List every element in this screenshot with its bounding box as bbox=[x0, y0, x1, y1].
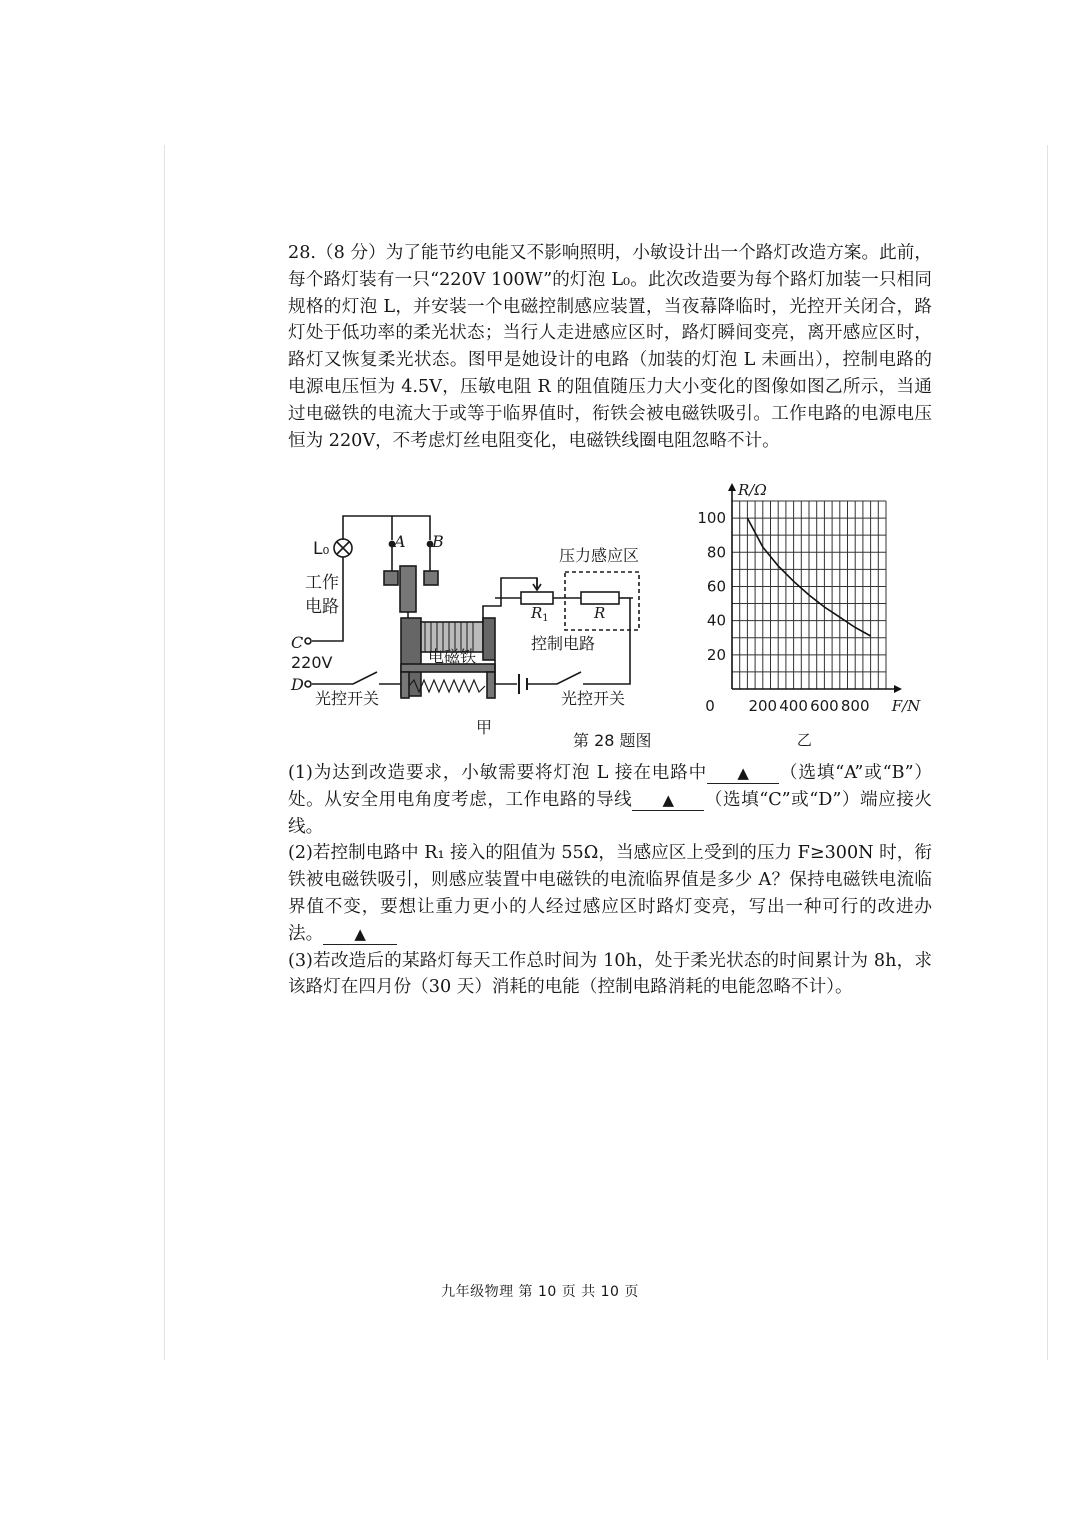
page-edge-right bbox=[1047, 145, 1048, 1360]
armature bbox=[400, 566, 416, 612]
x-axis-arrow bbox=[894, 685, 902, 693]
y-tick-label: 20 bbox=[706, 645, 726, 664]
origin-label: 0 bbox=[705, 697, 715, 715]
answer-blank-3[interactable]: ▲ bbox=[323, 924, 397, 945]
contact-b bbox=[424, 571, 438, 585]
caption-jia: 甲 bbox=[476, 718, 493, 737]
answer-blank-1[interactable]: ▲ bbox=[707, 763, 779, 784]
y-tick-label: 80 bbox=[706, 543, 726, 562]
answer-blank-2[interactable]: ▲ bbox=[632, 790, 704, 811]
label-l0: L₀ bbox=[313, 539, 330, 559]
y-axis-label: R/Ω bbox=[738, 481, 767, 499]
caption-yi: 乙 bbox=[796, 731, 812, 749]
y-tick-label: 100 bbox=[697, 509, 726, 528]
sub-question-2: (2)若控制电路中 R₁ 接入的阻值为 55Ω，当感应区上受到的压力 F≥300N 时，衔铁被电磁铁吸引，则感应装置中电磁铁的电流临界值是多少 A？保持电磁铁电流临界值不变，要想让重力更小的人经过感应区时路灯变亮，写出一种可行的改进办法。 ▲ bbox=[288, 843, 932, 944]
x-tick-label: 600 bbox=[810, 697, 839, 715]
sub-question-1: (1)为达到改造要求，小敏需要将灯泡 L 接在电路中 ▲ （选填“A”或“B”）处。从安全用电角度考虑，工作电路的导线 ▲ （选填“C”或“D”）端应接火线。 bbox=[288, 763, 933, 837]
x-tick-label: 200 bbox=[748, 697, 778, 715]
sub-questions bbox=[288, 760, 932, 1001]
y-tick-label: 40 bbox=[706, 611, 726, 630]
y-axis-arrow bbox=[728, 483, 736, 491]
resistor-r1 bbox=[521, 592, 553, 604]
label-a: A bbox=[394, 532, 406, 551]
label-r: R bbox=[594, 604, 606, 622]
label-pressure-zone: 压力感应区 bbox=[559, 546, 640, 565]
resistor-r bbox=[581, 592, 619, 604]
label-c: C bbox=[291, 633, 304, 652]
battery-icon bbox=[519, 674, 527, 694]
figure-caption: 第 28 题图 bbox=[573, 731, 652, 750]
sub-question-3: (3)若改造后的某路灯每天工作总时间为 10h，处于柔光状态的时间累计为 8h，求该路灯在四月份（30 天）消耗的电能（控制电路消耗的电能忽略不计）。 bbox=[288, 950, 932, 998]
contact-a bbox=[384, 571, 398, 585]
label-working-2: 电路 bbox=[305, 597, 339, 617]
label-electromagnet: 电磁铁 bbox=[428, 647, 477, 666]
chart-yi bbox=[697, 481, 921, 749]
label-switch-left: 光控开关 bbox=[315, 689, 380, 708]
circuit-diagram bbox=[305, 516, 639, 698]
y-tick-label: 60 bbox=[706, 577, 726, 596]
x-tick-label: 800 bbox=[840, 697, 870, 715]
page-footer: 九年级物理 第 10 页 共 10 页 bbox=[441, 1284, 639, 1300]
x-tick-label: 400 bbox=[779, 697, 808, 715]
question-stem: 28.（8 分）为了能节约电能又不影响照明，小敏设计出一个路灯改造方案。此前，每个路灯装有一只“220V 100W”的灯泡 L₀。此次改造要为每个路灯加装一只相同规格的灯泡 L，并安装一个电磁控制感应装置，当夜幕降临时，光控开关闭合，路灯处于低功率的柔光状态；当行人走进感应区时，路灯瞬间变亮，离开感应区时，路灯又恢复柔光状态。图甲是她设计的电路（加装的灯泡 L 未画出），控制电路的电源电压恒为 4.5V，压敏电阻 R 的阻值随压力大小变化的图像如图乙所示，当通过电磁铁的电流大于或等于临界值时，衔铁会被电磁铁吸引。工作电路的电源电压恒为 220V，不考虑灯丝电阻变化，电磁铁线圈电阻忽略不计。 bbox=[288, 243, 932, 451]
label-switch-right: 光控开关 bbox=[561, 689, 626, 708]
page-edge-left bbox=[164, 145, 165, 1360]
label-control-circuit: 控制电路 bbox=[531, 634, 596, 653]
label-working-1: 工作 bbox=[305, 573, 339, 593]
label-220v: 220V bbox=[291, 653, 333, 672]
label-b: B bbox=[432, 532, 444, 551]
x-axis-label: F/N bbox=[891, 697, 921, 715]
label-d: D bbox=[291, 675, 304, 694]
question-figure bbox=[285, 478, 921, 753]
figure-svg bbox=[285, 478, 921, 753]
label-r1: $R_1$ bbox=[531, 604, 549, 624]
